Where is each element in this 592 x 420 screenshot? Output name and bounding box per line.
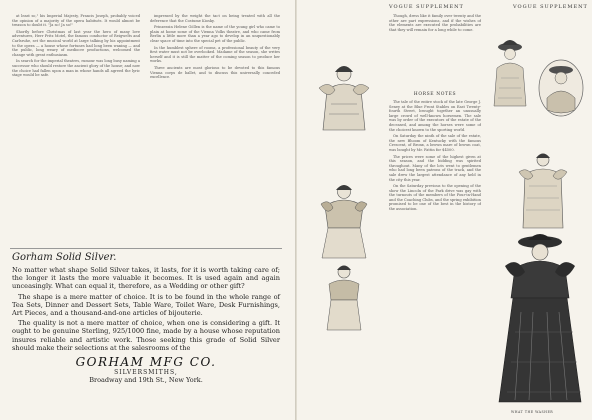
ad-paragraph-1: No matter what shape Solid Silver takes, it lasts, for it is worth taking care of; the longer it lasts the more valuable it becomes. It is used again and again unceasingly. What can equal it, therefore, as a Wedding or other gift? xyxy=(12,266,280,291)
oval-portrait xyxy=(537,58,585,118)
left-col2-paragraph-1: impressed by the weight the tact on being treated with all the deference that the Costume Kiosky. xyxy=(150,14,280,23)
right-page xyxy=(297,0,592,420)
ad-brand-name: GORHAM MFG CO. xyxy=(75,355,217,370)
ad-divider xyxy=(10,248,282,249)
ad-paragraph-2: The shape is a mere matter of choice. It is to be found in the whole range of Tea Sets, Dinner and Dessert Sets, Table Ware, Toilet Ware, Desk Furnishings, Art Pieces, and a thousand-and-one articles of bijouterie. xyxy=(12,292,280,318)
horse-notes-paragraph-2: On Saturday the ninth of the sale of the estate, the new Bhoom of Kentucky with the famous Crescent, of Bronx, a brown mare of brown coat, was bought by Mr. Fattin for $4500. xyxy=(389,134,481,152)
left-page-column-1 xyxy=(12,14,140,244)
horse-notes-paragraph-4: On the Saturday previous to the opening of the show the Lincoln of the Park drive was gay with the turnouts of the members of the Four-in-Hand and the Coaching Clubs, and the spring exhibition promised to be one of the best in the history of the association. xyxy=(389,184,481,212)
left-col2-paragraph-2: Prinzessin Helene Göllen is the name of the young girl who came to plain at home some of the Vienna Volks theatre, and who came from Berlin a little more than a year ago to develop in an unquestionably clear space of time into the special pet of the public. xyxy=(150,25,280,43)
left-col2-paragraph-3: In the humblest sphere of rooms, a professional beauty of the very first water must not be overlooked. Madame of the season, she writes herself and it is still the matter of the coming season to produce her works. xyxy=(150,45,280,64)
left-col2-paragraph-4: Three ancients are most glorious to be devoted to this famous Vienna corps de ballet, and to discuss this universally conceded excellence. xyxy=(150,65,280,80)
horse-notes-paragraph-1: The tale of the entire stock of the late George J. Seney at the Blue Front Stables on East Twenty-fourth Street, brought together an unusually large crowd of well-known horsemen. The sale was by order of the executors of the estate of the deceased, and among the horses were some of the choicest known to the sporting world. xyxy=(389,100,481,132)
gorham-advertisement xyxy=(12,252,280,385)
fashion-figure-middle-right xyxy=(503,150,583,230)
fashion-figure-top-left xyxy=(305,60,383,135)
right-top-text: Though, dress like it family over twenty and the other are part expressions, and if the wishes of the elements are executed the probabilities are that they will remain for a long while to come. xyxy=(389,14,481,32)
right-top-paragraph xyxy=(389,14,481,68)
running-head-center: VOGUE SUPPLEMENT xyxy=(389,4,464,10)
ad-subtitle: SILVERSMITHS, xyxy=(114,369,178,377)
horse-notes-heading: HORSE NOTES xyxy=(413,92,457,97)
illustration-caption: WHAT THE WASHER xyxy=(511,410,554,414)
fashion-figure-bottom-left xyxy=(309,262,379,332)
ad-body xyxy=(12,266,280,352)
running-head-right: VOGUE SUPPLEMENT xyxy=(513,4,588,10)
left-page-column-2 xyxy=(150,14,280,244)
horse-notes-paragraph-3: The prices were some of the highest given at this season, and the bidding was spirited throughout. Many of the lots went to gentlemen who had long been patrons of the track, and the sale drew the largest attendance of any held in the city this year. xyxy=(389,154,481,182)
left-col1-paragraph-3: In search for the imperial theatres, rumour was long busy naming a successor who should restore the ancient glory of the house; and now the choice had fallen upon a man in whose hands all agreed the lyric stage would be safe. xyxy=(12,59,140,78)
fashion-figure-large-dark-dress xyxy=(493,232,587,408)
ad-paragraph-3: The quality is not a mere matter of choice, when one is considering a gift. It ought to be genuine Sterling, 925/1000 fine, made by a house whose reputation insures reliable and artistic work. Those seeking this grade of Solid Silver should make their selections at the salesrooms of the xyxy=(12,319,280,352)
left-col1-paragraph-1: at least so," his Imperial Majesty, Francis Joseph, probably voiced the opinion of a majority of the opera habitués. It would almost be treason to doubt it. "Ja so! Ja so!" xyxy=(12,14,140,28)
horse-notes-column xyxy=(389,100,481,412)
fashion-figure-hat xyxy=(485,38,535,108)
ad-heading: Gorham Solid Silver. xyxy=(12,252,117,263)
left-col1-paragraph-2: Shortly before Christmas of last year the hero of many love adventures, Herr Fritz Motel, the famous conductor of Reigwelts and Carlsruhe, set the musical world at large talking by his appointment to the opera — a house whose fortunes had long been waning — and the public, long weary of mediocre productions, welcomed the change with great enthusiasm. xyxy=(12,29,140,57)
ad-address: Broadway and 19th St., New York. xyxy=(89,376,203,385)
fashion-figure-middle-left xyxy=(305,180,383,260)
left-page xyxy=(0,0,295,420)
